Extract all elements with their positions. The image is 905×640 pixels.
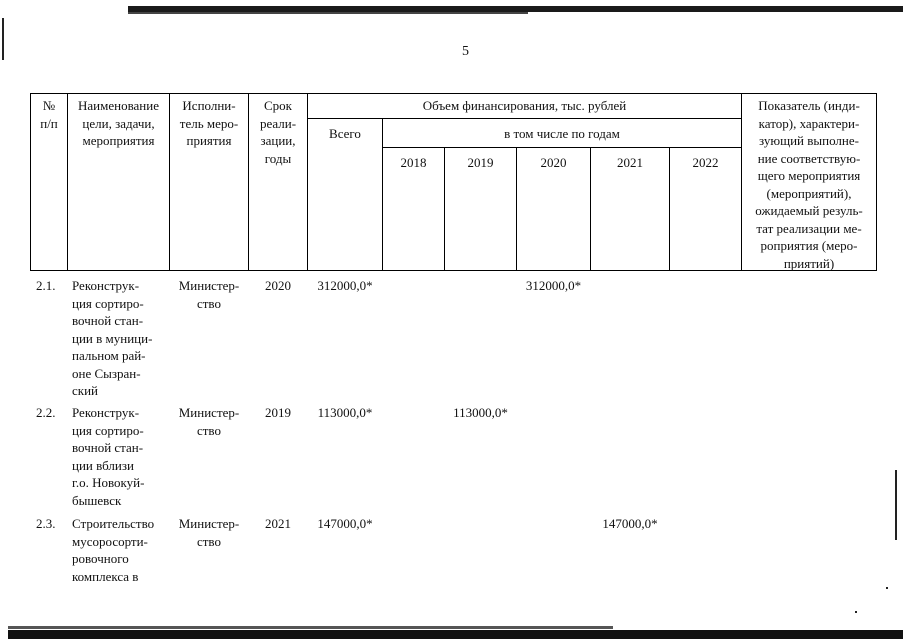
col-rule — [876, 93, 877, 271]
page-number: 5 — [462, 44, 469, 59]
header-name: Наименование цели, задачи, мероприятия — [78, 98, 159, 148]
row-num: 2.1. — [36, 278, 56, 293]
row-total: 147000,0* — [317, 516, 373, 531]
row-executor: Министер- ство — [178, 405, 240, 438]
header-year-2022: 2022 — [692, 155, 719, 170]
header-total: Всего — [329, 126, 361, 141]
scan-edge-left — [2, 18, 4, 60]
scan-speck — [855, 611, 857, 613]
row-total: 312000,0* — [317, 278, 373, 293]
row-name: Реконструк- ция сортиро- вочной стан- ции вблизи г.о. Новокуй- бышевск — [72, 405, 145, 508]
header-num: № п/п — [40, 98, 58, 131]
row-amount-2021: 147000,0* — [602, 516, 658, 531]
row-amount-2019: 113000,0* — [453, 405, 508, 420]
row-total: 113000,0* — [317, 405, 373, 420]
header-by-years: в том числе по годам — [504, 126, 620, 141]
row-year: 2020 — [265, 278, 291, 293]
header-year-2021: 2021 — [617, 155, 643, 170]
row-executor: Министер- ство — [178, 516, 240, 549]
header-year-2019: 2019 — [467, 155, 494, 170]
row-year: 2021 — [265, 516, 291, 531]
row-amount-2020: 312000,0* — [525, 278, 582, 293]
col-rule — [307, 93, 308, 271]
header-indicator: Показатель (инди- катор), характери- зующий выполне- ние соответствую- щего мероприятия (мероприятий), ожидаемый резуль- тат реализации ме- роприятия (меро- приятий) — [755, 98, 863, 271]
funding-subheader-rule — [307, 118, 741, 119]
years-subheader-rule — [382, 147, 741, 148]
row-num: 2.2. — [36, 405, 56, 420]
row-year: 2019 — [265, 405, 291, 420]
scan-border-bottom — [8, 630, 903, 639]
scan-edge-right — [895, 470, 897, 540]
header-year-2018: 2018 — [400, 155, 427, 170]
header-executor: Исполни- тель меро- приятия — [179, 98, 239, 148]
header-year-2020: 2020 — [540, 155, 567, 170]
row-num: 2.3. — [36, 516, 56, 531]
scan-speck — [886, 587, 888, 589]
row-executor: Министер- ство — [178, 278, 240, 311]
scan-border-top-shadow — [128, 12, 528, 14]
header-term: Срок реали- зации, годы — [259, 98, 297, 166]
scan-border-bottom-shadow — [8, 626, 613, 629]
table-top-rule — [30, 93, 876, 94]
row-name: Реконструк- ция сортиро- вочной стан- ции в муници- пальном рай- оне Сызран- ский — [72, 278, 153, 398]
row-name: Строительство мусоросорти- ровочного комплекса в — [72, 516, 155, 584]
header-funding: Объем финансирования, тыс. рублей — [422, 98, 627, 113]
